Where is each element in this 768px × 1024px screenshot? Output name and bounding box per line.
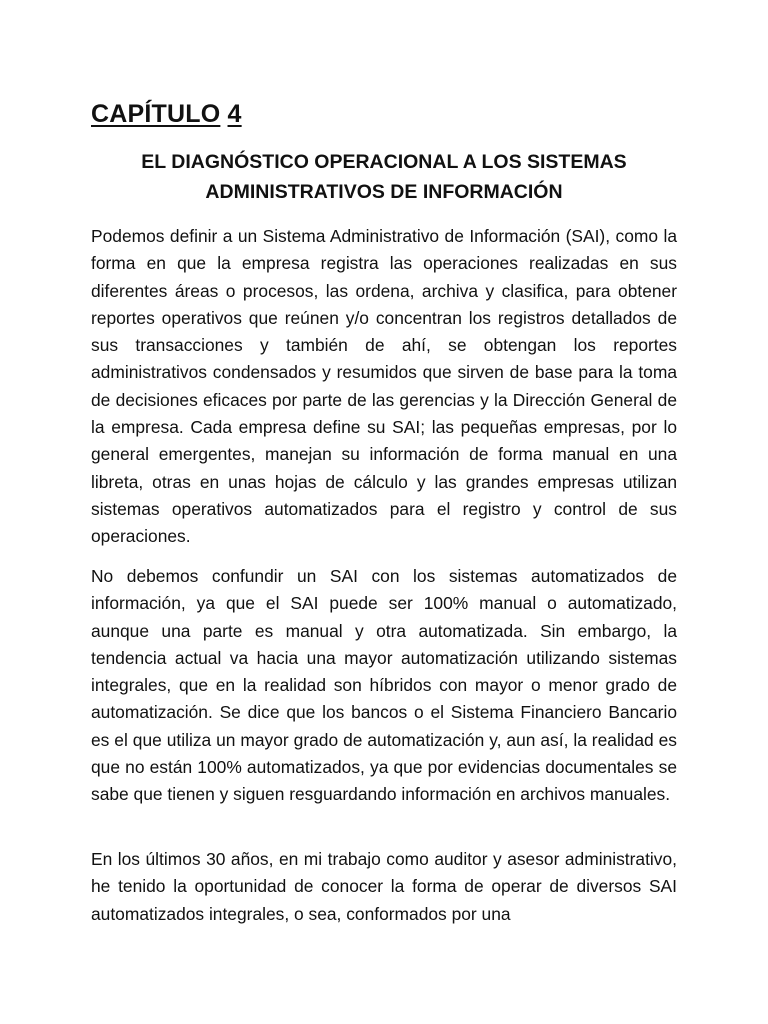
paragraph-1: Podemos definir a un Sistema Administrativo de Información (SAI), como la forma en que la empresa registra las operaciones realizadas en sus diferentes áreas o procesos, las ordena, archiva y clasifica, para obtener reportes operativos que reúnen y/o concentran los registros detallados de sus transacciones y también de ahí, se obtengan los reportes administrativos condensados y resumidos que sirven de base para la toma de decisiones eficaces por parte de las gerencias y la Dirección General de la empresa. Cada empresa define su SAI; las pequeñas empresas, por lo general emergentes, manejan su información de forma manual en una libreta, otras en unas hojas de cálculo y las grandes empresas utilizan sistemas operativos automatizados para el registro y control de sus operaciones.: [91, 226, 677, 547]
chapter-heading: [91, 97, 242, 131]
chapter-number: 4: [227, 100, 242, 128]
paragraph-2: No debemos confundir un SAI con los sistemas automatizados de información, ya que el SAI puede ser 100% manual o automatizado, aunque una parte es manual y otra automatizada. Sin embargo, la tendencia actual va hacia una mayor automatización utilizando sistemas integrales, que en la realidad son híbridos con mayor o menor grado de automatización. Se dice que los bancos o el Sistema Financiero Bancario es el que utiliza un mayor grado de automatización y, aun así, la realidad es que no están 100% automatizados, ya que por evidencias documentales se sabe que tienen y siguen resguardando información en archivos manuales.: [91, 566, 677, 805]
paragraph-3: En los últimos 30 años, en mi trabajo como auditor y asesor administrativo, he tenido la oportunidad de conocer la forma de operar de diversos SAI automatizados integrales, o sea, conformados por una: [91, 849, 677, 924]
chapter-title-line-1: EL DIAGNÓSTICO OPERACIONAL A LOS SISTEMAS: [141, 151, 627, 173]
chapter-title: [91, 147, 677, 207]
chapter-title-line-2: ADMINISTRATIVOS DE INFORMACIÓN: [205, 181, 563, 203]
chapter-label: CAPÍTULO: [91, 100, 221, 128]
